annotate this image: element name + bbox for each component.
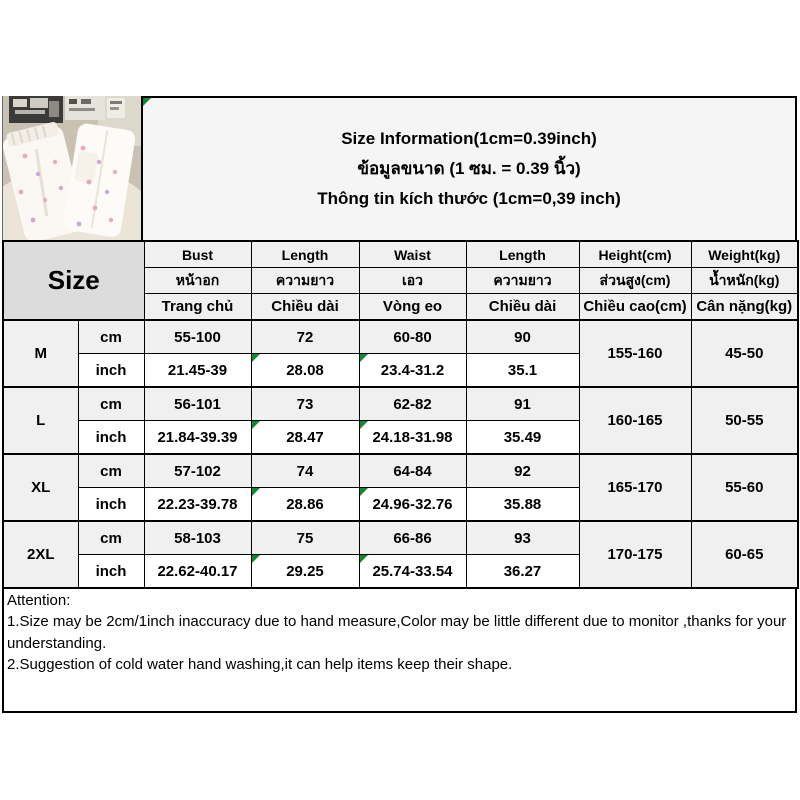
unit-label: inch <box>78 354 144 388</box>
value-cell: 75 <box>251 521 359 555</box>
attention-notes <box>2 589 797 713</box>
weight-cell: 45-50 <box>691 320 798 387</box>
unit-label: inch <box>78 488 144 522</box>
value-cell: 36.27 <box>466 555 579 589</box>
weight-cell: 55-60 <box>691 454 798 521</box>
table-row-l-cm <box>3 387 798 421</box>
cell-flag-icon <box>252 488 260 496</box>
value-cell: 57-102 <box>144 454 251 488</box>
value-cell: 25.74-33.54 <box>359 555 466 589</box>
unit-label: cm <box>78 320 144 354</box>
unit-label: inch <box>78 421 144 455</box>
header-height-vi: Chiều cao(cm) <box>579 294 691 321</box>
size-chart-sheet <box>2 96 797 713</box>
cell-flag-icon <box>252 555 260 563</box>
header-waist-th: เอว <box>359 268 466 294</box>
cell-flag-icon <box>252 354 260 362</box>
header-weight-vi: Cân nặng(kg) <box>691 294 798 321</box>
header-waist-vi: Vòng eo <box>359 294 466 321</box>
header-bust: Bust <box>144 241 251 268</box>
value-cell: 55-100 <box>144 320 251 354</box>
pajama-photo-illustration <box>3 96 141 240</box>
header-row <box>2 96 797 240</box>
value-cell: 22.62-40.17 <box>144 555 251 589</box>
size-label-xl: XL <box>3 454 78 521</box>
cell-flag-icon <box>143 98 151 106</box>
title-english: Size Information(1cm=0.39inch) <box>341 129 597 149</box>
header-length2-vi: Chiều dài <box>466 294 579 321</box>
size-header-cell: Size <box>3 241 144 320</box>
product-photo <box>2 96 141 240</box>
attention-note-2: 2.Suggestion of cold water hand washing,it can help items keep their shape. <box>7 655 513 673</box>
value-cell: 92 <box>466 454 579 488</box>
value-cell: 74 <box>251 454 359 488</box>
value-cell: 60-80 <box>359 320 466 354</box>
value-cell: 58-103 <box>144 521 251 555</box>
header-weight-th: น้ำหนัก(kg) <box>691 268 798 294</box>
height-cell: 170-175 <box>579 521 691 588</box>
title-thai: ข้อมูลขนาด (1 ซม. = 0.39 นิ้ว) <box>357 159 581 179</box>
cell-flag-icon <box>252 421 260 429</box>
value-cell: 23.4-31.2 <box>359 354 466 388</box>
value-cell: 35.1 <box>466 354 579 388</box>
header-length: Length <box>251 241 359 268</box>
value-cell: 28.86 <box>251 488 359 522</box>
value-cell: 91 <box>466 387 579 421</box>
attention-heading: Attention: <box>7 592 71 609</box>
header-length2-th: ความยาว <box>466 268 579 294</box>
size-table <box>2 240 799 589</box>
attention-note-1: 1.Size may be 2cm/1inch inaccuracy due to hand measure,Color may be little different due to monitor ,thanks for your understanding. <box>7 613 787 652</box>
header-row-en <box>3 241 798 268</box>
value-cell: 73 <box>251 387 359 421</box>
cell-flag-icon <box>360 421 368 429</box>
header-height: Height(cm) <box>579 241 691 268</box>
cell-flag-icon <box>360 354 368 362</box>
value-cell: 29.25 <box>251 555 359 589</box>
header-waist: Waist <box>359 241 466 268</box>
header-weight: Weight(kg) <box>691 241 798 268</box>
header-length-vi: Chiều dài <box>251 294 359 321</box>
value-cell: 28.08 <box>251 354 359 388</box>
unit-label: cm <box>78 454 144 488</box>
value-cell: 35.49 <box>466 421 579 455</box>
table-row-2xl-cm <box>3 521 798 555</box>
value-cell: 72 <box>251 320 359 354</box>
value-cell: 21.45-39 <box>144 354 251 388</box>
value-cell: 22.23-39.78 <box>144 488 251 522</box>
value-cell: 93 <box>466 521 579 555</box>
weight-cell: 60-65 <box>691 521 798 588</box>
header-length2: Length <box>466 241 579 268</box>
size-label-m: M <box>3 320 78 387</box>
value-cell: 28.47 <box>251 421 359 455</box>
size-label-2xl: 2XL <box>3 521 78 588</box>
size-info-title-box <box>141 96 797 240</box>
height-cell: 155-160 <box>579 320 691 387</box>
value-cell: 35.88 <box>466 488 579 522</box>
value-cell: 66-86 <box>359 521 466 555</box>
header-bust-vi: Trang chủ <box>144 294 251 321</box>
value-cell: 21.84-39.39 <box>144 421 251 455</box>
height-cell: 165-170 <box>579 454 691 521</box>
cell-flag-icon <box>360 555 368 563</box>
table-row-m-cm <box>3 320 798 354</box>
unit-label: cm <box>78 387 144 421</box>
title-vietnamese: Thông tin kích thước (1cm=0,39 inch) <box>317 188 621 208</box>
height-cell: 160-165 <box>579 387 691 454</box>
cell-flag-icon <box>360 488 368 496</box>
value-cell: 24.96-32.76 <box>359 488 466 522</box>
header-length-th: ความยาว <box>251 268 359 294</box>
table-row-xl-cm <box>3 454 798 488</box>
unit-label: cm <box>78 521 144 555</box>
value-cell: 62-82 <box>359 387 466 421</box>
value-cell: 90 <box>466 320 579 354</box>
weight-cell: 50-55 <box>691 387 798 454</box>
value-cell: 56-101 <box>144 387 251 421</box>
value-cell: 64-84 <box>359 454 466 488</box>
unit-label: inch <box>78 555 144 589</box>
size-label-l: L <box>3 387 78 454</box>
header-height-th: ส่วนสูง(cm) <box>579 268 691 294</box>
header-bust-th: หน้าอก <box>144 268 251 294</box>
value-cell: 24.18-31.98 <box>359 421 466 455</box>
